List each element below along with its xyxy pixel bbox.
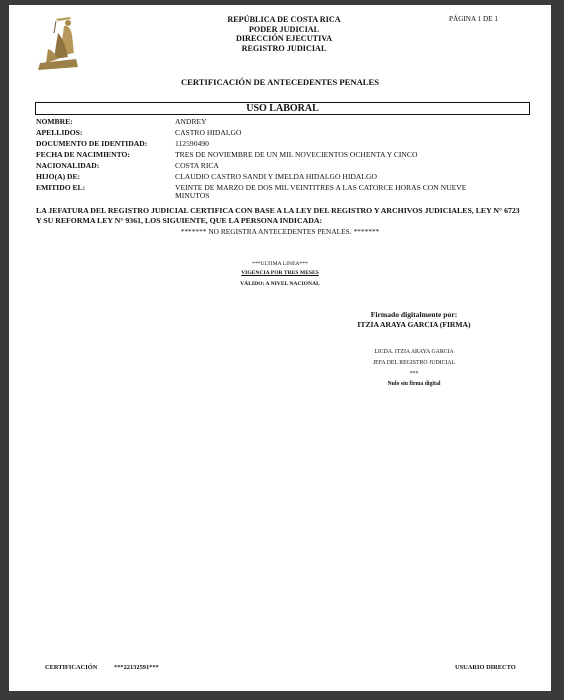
certification-statement: LA JEFATURA DEL REGISTRO JUDICIAL CERTIFICA CON BASE A LA LEY DEL REGISTRO Y ARCHIVOS JUDICIALES, LEY N° 6723 Y SU REFORMA LEY N° 9361, LOS SIGUIENTE, QUE LA PERSONA INDICADA:: [36, 206, 520, 225]
header-direction: DIRECCIÓN EJECUTIVA: [235, 34, 333, 44]
field-value: CASTRO HIDALGO: [175, 128, 242, 137]
field-value: ANDREY: [175, 117, 207, 126]
header-registry: REGISTRO JUDICIAL: [241, 43, 327, 53]
field-value: TRES DE NOVIEMBRE DE UN MIL NOVECIENTOS OCHENTA Y CINCO: [175, 150, 418, 159]
justice-statue-logo: [34, 13, 82, 73]
header-power: PODER JUDICIAL: [248, 24, 320, 34]
field-value: CLAUDIO CASTRO SANDI Y IMELDA HIDALGO HIDALGO: [175, 172, 377, 181]
signature-name: ITZIA ARAYA GARCIA (FIRMA): [357, 320, 471, 329]
field-value: 112590490: [175, 139, 209, 148]
validity-scope: VÁLIDO: A NIVEL NACIONAL: [240, 281, 320, 287]
field-label: FECHA DE NACIMIENTO:: [36, 150, 130, 159]
certification-label: CERTIFICACIÓN: [45, 664, 98, 671]
signature-heading: Firmado digitalmente por:: [370, 310, 458, 319]
usage-box: USO LABORAL: [35, 102, 530, 115]
field-label: NOMBRE:: [36, 117, 73, 126]
field-value: VEINTE DE MARZO DE DOS MIL VEINTITRES A LAS CATORCE HORAS CON NUEVE MINUTOS: [175, 183, 467, 200]
signer-name: LICDA. ITZIA ARAYA GARCIA: [374, 349, 454, 355]
header-country: REPÚBLICA DE COSTA RICA: [227, 15, 341, 24]
validity-period: VIGENCIA POR TRES MESES: [241, 270, 319, 276]
field-label: EMITIDO EL:: [36, 183, 86, 192]
user-type: USUARIO DIRECTO: [455, 664, 516, 671]
last-line-marker: ***ULTIMA LINEA***: [252, 261, 308, 267]
field-label: NACIONALIDAD:: [36, 161, 100, 170]
field-label: HIJO(A) DE:: [36, 172, 81, 181]
document-page: [9, 5, 551, 691]
header-block: [189, 15, 379, 53]
page-number: PÁGINA 1 DE 1: [449, 15, 498, 23]
field-value: COSTA RICA: [175, 161, 219, 170]
certification-number: ***22132591***: [114, 664, 159, 671]
field-label: APELLIDOS:: [36, 128, 83, 137]
document-title: CERTIFICACIÓN DE ANTECEDENTES PENALES: [180, 77, 380, 87]
no-records-statement: ******* NO REGISTRA ANTECEDENTES PENALES. *******: [180, 227, 380, 236]
signer-role: JEFA DEL REGISTRO JUDICIAL: [372, 360, 456, 366]
field-label: DOCUMENTO DE IDENTIDAD:: [36, 139, 148, 148]
digital-signature-block: [329, 310, 499, 330]
signer-stars: ***: [409, 371, 419, 377]
null-without-signature: Nulo sin firma digital: [387, 381, 441, 387]
